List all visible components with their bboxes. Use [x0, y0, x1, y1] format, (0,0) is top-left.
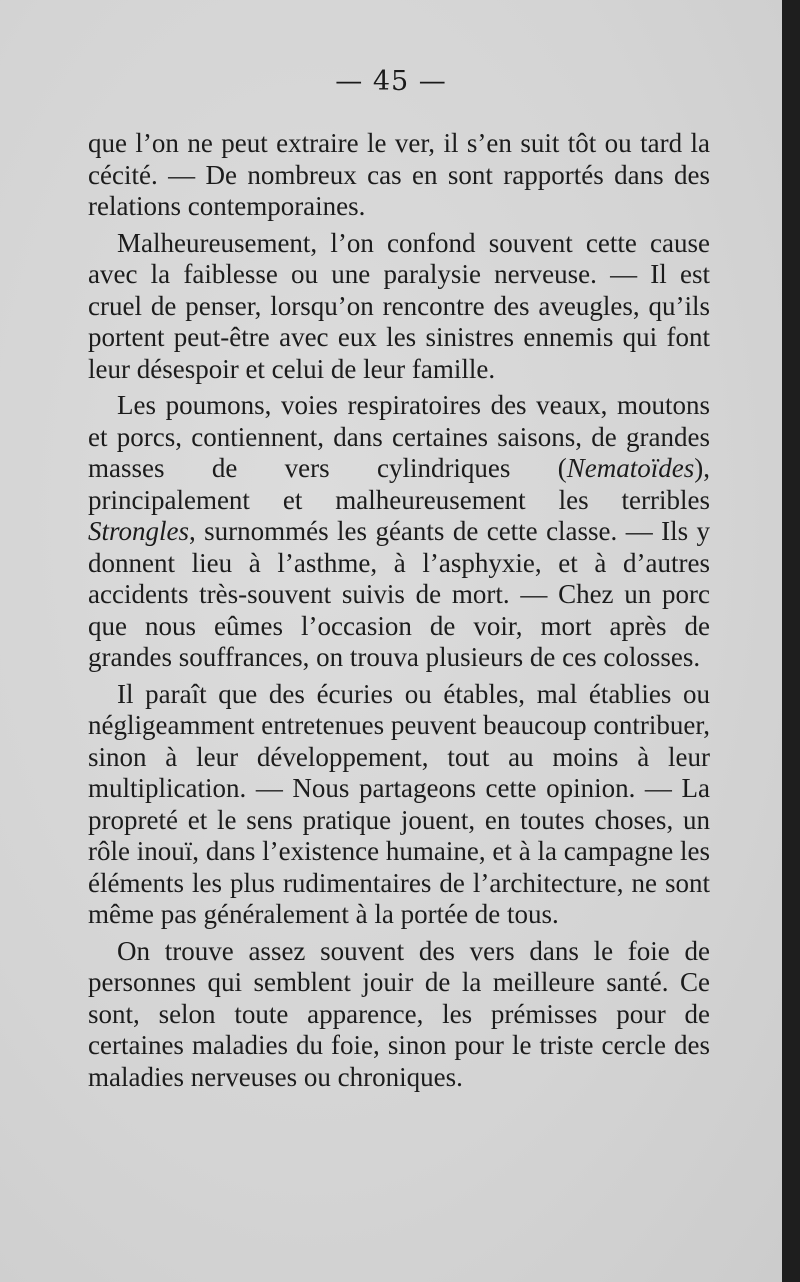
paragraph-3-text-3: , surnommés les géants de cette classe. — Ils y donnent lieu à l’asthme, à l’asphyxie, et à d’autres accidents très-souvent suivis de mort. — Chez un porc que nous eûmes l’occasion de voir, mort après de grandes souffrances, on trouva plusieurs de ces colosses. — [88, 516, 710, 672]
page-body — [88, 128, 710, 1093]
paragraph-3 — [88, 390, 710, 674]
paragraph-1: que l’on ne peut extraire le ver, il s’en suit tôt ou tard la cécité. — De nombreux cas en sont rapportés dans des relations contemporaines. — [88, 128, 710, 221]
italic-term-nematoides: Nematoïdes — [566, 453, 695, 483]
paragraph-3-text-2: ), principalement et malheureusement les terribles — [88, 453, 710, 515]
paragraph-5: On trouve assez souvent des vers dans le foie de personnes qui semblent jouir de la meilleure santé. Ce sont, selon toute apparence, les prémisses pour de certaines maladies du foie, sinon pour le triste cercle des maladies nerveuses ou chroniques. — [88, 935, 710, 1092]
paragraph-3-text-1: Les poumons, voies respiratoires des veaux, moutons et porcs, contiennent, dans certaines saisons, de grandes masses de vers cylindriques ( — [88, 390, 710, 483]
page-number: — 45 — — [335, 66, 447, 97]
italic-term-strongles: Strongles — [88, 516, 189, 546]
paragraph-4: Il paraît que des écuries ou étables, mal établies ou négligeamment entretenues peuvent beaucoup contribuer, sinon à leur développement, tout au moins à leur multiplication. — Nous partageons cette opinion. — La propreté et le sens pratique jouent, en toutes choses, un rôle inouï, dans l’existence humaine, et à la campagne les éléments les plus rudimentaires de l’architecture, ne sont même pas généralement à la portée de tous. — [88, 678, 710, 929]
paragraph-2: Malheureusement, l’on confond souvent cette cause avec la faiblesse ou une paralysie nerveuse. — Il est cruel de penser, lorsqu’on rencontre des aveugles, qu’ils portent peut-être avec eux les sinistres ennemis qui font leur désespoir et celui de leur famille. — [88, 227, 710, 384]
page-edge-shadow — [782, 0, 800, 1282]
